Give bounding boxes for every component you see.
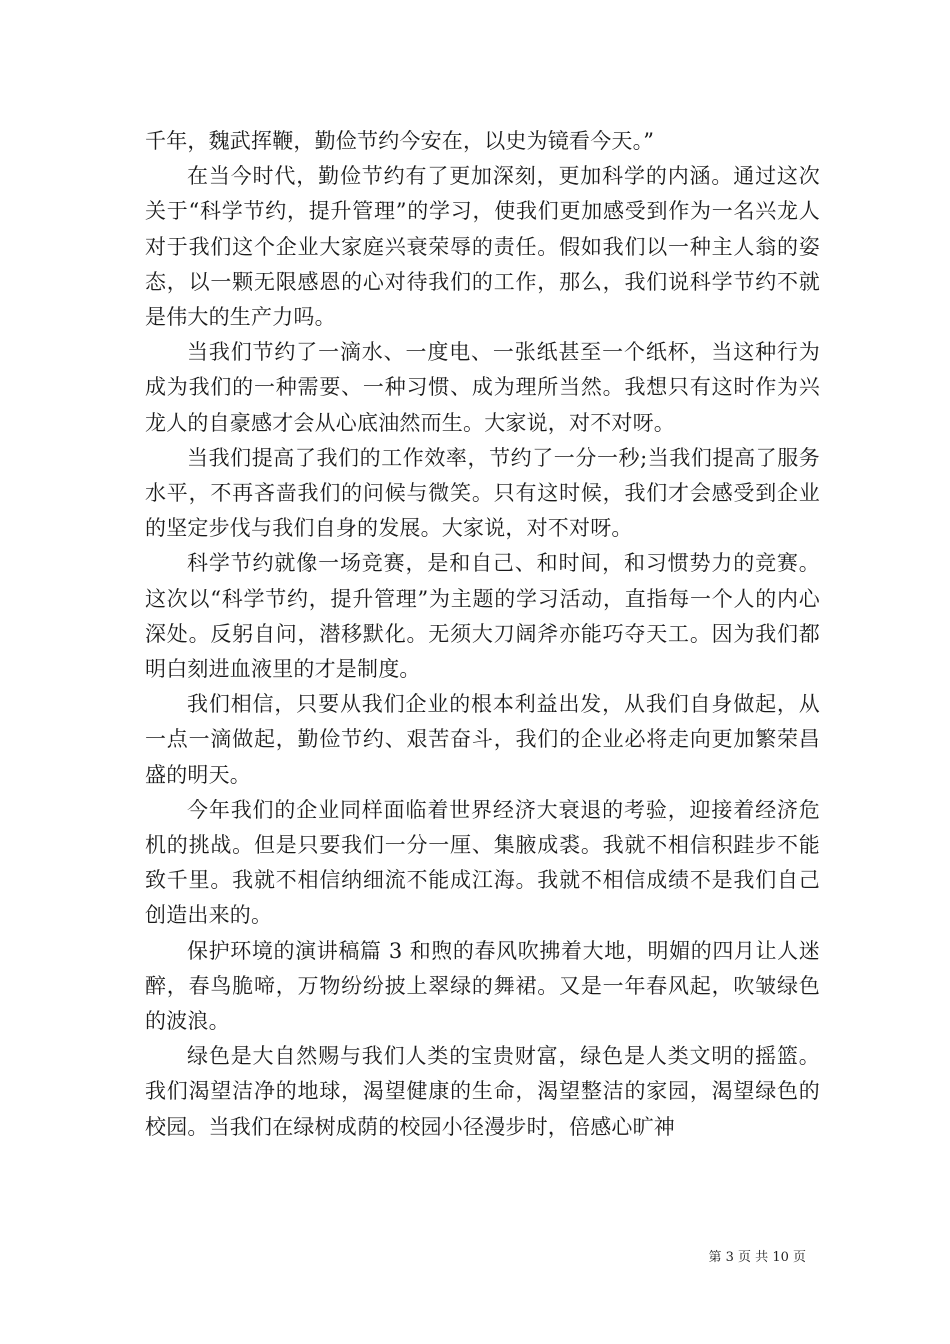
paragraph-7: 今年我们的企业同样面临着世界经济大衰退的考验，迎接着经济危机的挑战。但是只要我们一分一厘、集腋成裘。我就不相信积跬步不能致千里。我就不相信纳细流不能成江海。我就不相信成绩不是我们自己创造出来的。 [145, 797, 820, 928]
page-number-footer: 第 3 页 共 10 页 [708, 1250, 806, 1265]
paragraph-4: 当我们提高了我们的工作效率，节约了一分一秒;当我们提高了服务水平，不再吝啬我们的问候与微笑。只有这时候，我们才会感受到企业的坚定步伐与我们自身的发展。大家说，对不对呀。 [145, 445, 820, 541]
paragraph-1: 千年，魏武挥鞭，勤俭节约今安在，以史为镜看今天。” [145, 129, 655, 153]
paragraph-5: 科学节约就像一场竞赛，是和自己、和时间，和习惯势力的竞赛。这次以“科学节约，提升管理”为主题的学习活动，直指每一个人的内心深处。反躬自问，潜移默化。无须大刀阔斧亦能巧夺天工。因为我们都明白刻进血液里的才是制度。 [145, 551, 820, 682]
document-body [145, 124, 820, 1145]
paragraph-3: 当我们节约了一滴水、一度电、一张纸甚至一个纸杯，当这种行为成为我们的一种需要、一种习惯、成为理所当然。我想只有这时作为兴龙人的自豪感才会从心底油然而生。大家说，对不对呀。 [145, 340, 820, 435]
paragraph-2: 在当今时代，勤俭节约有了更加深刻，更加科学的内涵。通过这次关于“科学节约，提升管理”的学习，使我们更加感受到作为一名兴龙人对于我们这个企业大家庭兴衰荣辱的责任。假如我们以一种主人翁的姿态，以一颗无限感恩的心对待我们的工作，那么，我们说科学节约不就是伟大的生产力吗。 [145, 164, 820, 330]
paragraph-8: 保护环境的演讲稿篇 3 和煦的春风吹拂着大地，明媚的四月让人迷醉，春鸟脆啼，万物纷纷披上翠绿的舞裙。又是一年春风起，吹皱绿色的波浪。 [145, 938, 820, 1034]
paragraph-9: 绿色是大自然赐与我们人类的宝贵财富，绿色是人类文明的摇篮。我们渴望洁净的地球，渴望健康的生命，渴望整洁的家园，渴望绿色的校园。当我们在绿树成荫的校园小径漫步时，倍感心旷神 [145, 1044, 820, 1139]
paragraph-6: 我们相信，只要从我们企业的根本利益出发，从我们自身做起，从一点一滴做起，勤俭节约、艰苦奋斗，我们的企业必将走向更加繁荣昌盛的明天。 [145, 692, 820, 787]
